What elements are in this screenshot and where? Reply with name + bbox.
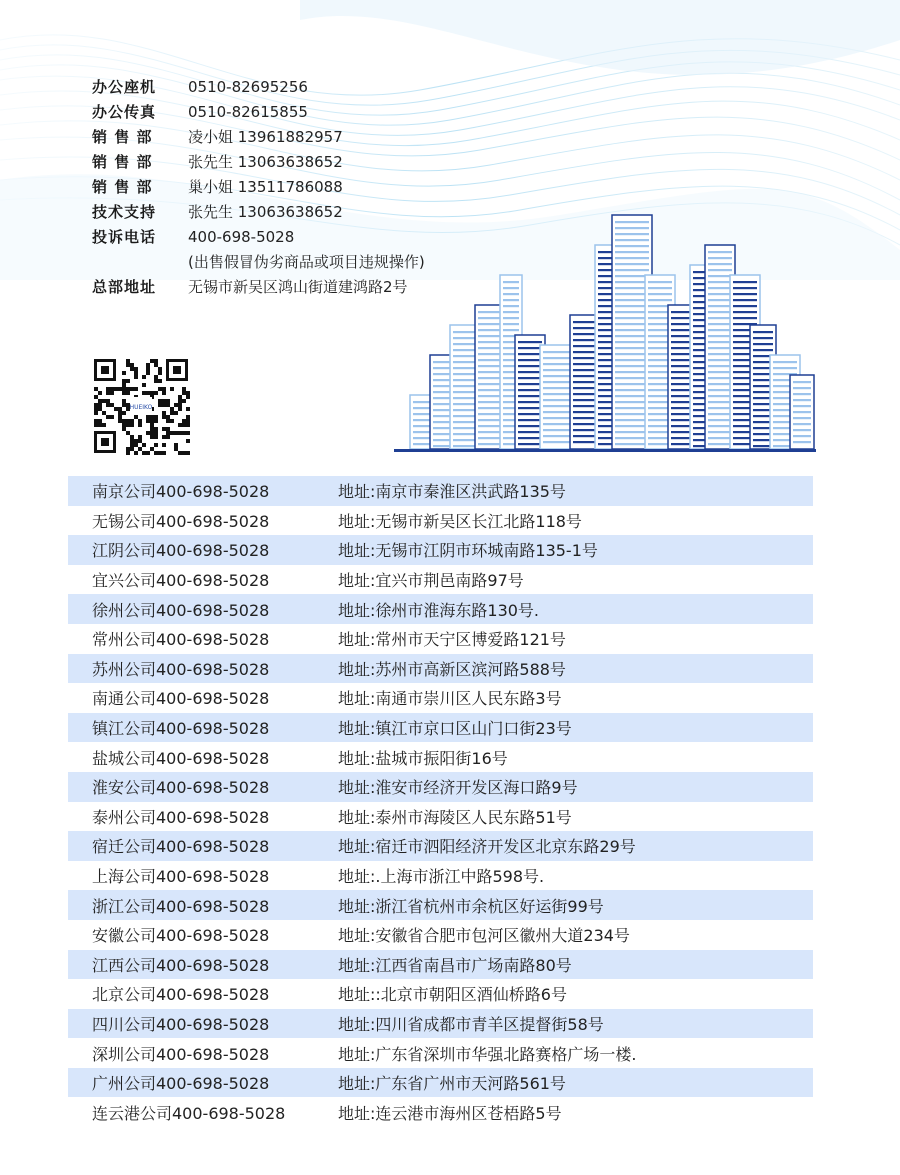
- contact-row: [92, 149, 512, 174]
- branch-row: [68, 1068, 813, 1098]
- branch-address: 地址:泰州市海陵区人民东路51号: [338, 807, 572, 827]
- branch-address: 地址:盐城市振阳街16号: [338, 748, 508, 768]
- branch-name-phone: 安徽公司400-698-5028: [92, 926, 270, 946]
- branch-row: [68, 594, 813, 624]
- contact-label: 总部地址: [92, 278, 157, 296]
- branch-address: 地址:浙江省杭州市余杭区好运街99号: [338, 896, 604, 916]
- branch-address: 地址:常州市天宁区博爱路121号: [338, 630, 566, 650]
- qr-code: [92, 357, 190, 455]
- branch-name-phone: 泰州公司400-698-5028: [92, 807, 270, 827]
- contact-value: 0510-82615855: [188, 102, 308, 121]
- branch-name-phone: 盐城公司400-698-5028: [92, 748, 270, 768]
- branch-office-list: [68, 476, 813, 1127]
- contact-row: [92, 99, 512, 124]
- branch-row: [68, 831, 813, 861]
- branch-row: [68, 802, 813, 832]
- branch-address: 地址:宿迁市泗阳经济开发区北京东路29号: [338, 837, 636, 857]
- branch-row: [68, 1097, 813, 1127]
- branch-address: 地址:安徽省合肥市包河区徽州大道234号: [338, 926, 630, 946]
- branch-row: [68, 683, 813, 713]
- branch-row: [68, 476, 813, 506]
- branch-address: 地址:无锡市江阴市环城南路135-1号: [338, 541, 598, 561]
- branch-address: 地址::北京市朝阳区酒仙桥路6号: [338, 985, 567, 1005]
- contact-label: 销 售 部: [92, 178, 153, 196]
- contact-label: 办公传真: [92, 103, 157, 121]
- city-skyline-illustration: [390, 205, 820, 460]
- contact-value: (出售假冒伪劣商品或项目违规操作): [188, 253, 425, 271]
- branch-address: 地址:南通市崇川区人民东路3号: [338, 689, 562, 709]
- branch-name-phone: 连云港公司400-698-5028: [92, 1103, 286, 1123]
- branch-row: [68, 772, 813, 802]
- branch-row: [68, 1009, 813, 1039]
- branch-address: 地址:.上海市浙江中路598号.: [338, 867, 545, 887]
- contact-label: 投诉电话: [92, 228, 157, 246]
- branch-row: [68, 506, 813, 536]
- branch-name-phone: 四川公司400-698-5028: [92, 1014, 270, 1034]
- qr-logo-text: HUEIKO: [129, 404, 153, 411]
- contact-value: 巢小姐 13511786088: [188, 178, 343, 196]
- branch-name-phone: 浙江公司400-698-5028: [92, 896, 270, 916]
- branch-address: 地址:苏州市高新区滨河路588号: [338, 659, 566, 679]
- branch-name-phone: 苏州公司400-698-5028: [92, 659, 270, 679]
- branch-address: 地址:江西省南昌市广场南路80号: [338, 955, 572, 975]
- branch-row: [68, 654, 813, 684]
- branch-name-phone: 徐州公司400-698-5028: [92, 600, 270, 620]
- contact-row: [92, 174, 512, 199]
- contact-row: [92, 124, 512, 149]
- contact-row: [92, 74, 512, 99]
- branch-row: [68, 979, 813, 1009]
- branch-row: [68, 565, 813, 595]
- branch-address: 地址:广东省广州市天河路561号: [338, 1074, 566, 1094]
- branch-name-phone: 南通公司400-698-5028: [92, 689, 270, 709]
- branch-name-phone: 上海公司400-698-5028: [92, 867, 270, 887]
- branch-name-phone: 江阴公司400-698-5028: [92, 541, 270, 561]
- branch-address: 地址:无锡市新吴区长江北路118号: [338, 511, 582, 531]
- branch-name-phone: 常州公司400-698-5028: [92, 630, 270, 650]
- branch-name-phone: 北京公司400-698-5028: [92, 985, 270, 1005]
- contact-value: 400-698-5028: [188, 227, 295, 246]
- contact-value: 0510-82695256: [188, 77, 308, 96]
- branch-name-phone: 深圳公司400-698-5028: [92, 1044, 270, 1064]
- branch-row: [68, 713, 813, 743]
- contact-value: 凌小姐 13961882957: [188, 128, 343, 146]
- branch-name-phone: 宜兴公司400-698-5028: [92, 571, 270, 591]
- branch-address: 地址:淮安市经济开发区海口路9号: [338, 778, 578, 798]
- branch-name-phone: 镇江公司400-698-5028: [92, 719, 270, 739]
- branch-address: 地址:镇江市京口区山门口街23号: [338, 719, 572, 739]
- contact-value: 张先生 13063638652: [188, 153, 343, 171]
- branch-row: [68, 920, 813, 950]
- branch-name-phone: 淮安公司400-698-5028: [92, 778, 270, 798]
- branch-row: [68, 890, 813, 920]
- branch-row: [68, 535, 813, 565]
- branch-name-phone: 宿迁公司400-698-5028: [92, 837, 270, 857]
- branch-address: 地址:广东省深圳市华强北路赛格广场一楼.: [338, 1044, 637, 1064]
- branch-row: [68, 624, 813, 654]
- branch-name-phone: 南京公司400-698-5028: [92, 482, 270, 502]
- branch-row: [68, 742, 813, 772]
- branch-row: [68, 1038, 813, 1068]
- branch-address: 地址:南京市秦淮区洪武路135号: [338, 482, 566, 502]
- branch-address: 地址:宜兴市荆邑南路97号: [338, 571, 524, 591]
- contact-value: 张先生 13063638652: [188, 203, 343, 221]
- branch-address: 地址:徐州市淮海东路130号.: [338, 600, 540, 620]
- branch-row: [68, 861, 813, 891]
- branch-name-phone: 广州公司400-698-5028: [92, 1074, 270, 1094]
- branch-name-phone: 江西公司400-698-5028: [92, 955, 270, 975]
- branch-address: 地址:连云港市海州区苍梧路5号: [338, 1103, 562, 1123]
- branch-name-phone: 无锡公司400-698-5028: [92, 511, 270, 531]
- contact-value: 无锡市新吴区鸿山街道建鸿路2号: [188, 278, 408, 296]
- contact-label: 销 售 部: [92, 153, 153, 171]
- contact-label: 办公座机: [92, 78, 157, 96]
- contact-label: 技术支持: [92, 203, 157, 221]
- contact-label: 销 售 部: [92, 128, 153, 146]
- branch-address: 地址:四川省成都市青羊区提督街58号: [338, 1014, 604, 1034]
- branch-row: [68, 950, 813, 980]
